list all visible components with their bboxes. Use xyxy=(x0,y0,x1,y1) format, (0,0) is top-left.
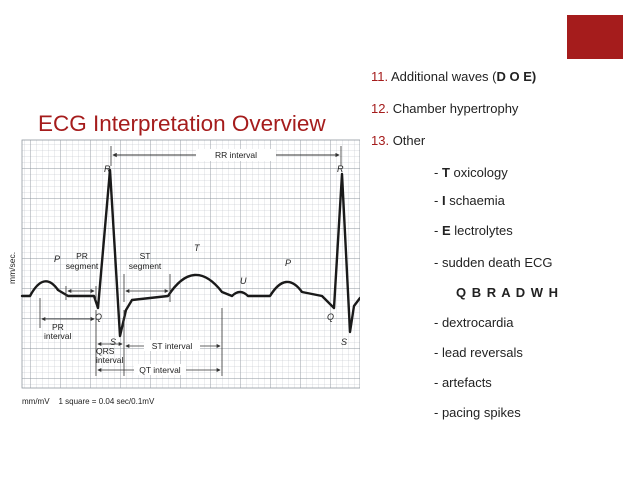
pr-interval-label-2: interval xyxy=(44,331,72,341)
dash: - xyxy=(434,165,442,180)
dash: - xyxy=(434,315,442,330)
pr-interval-label-1: PR xyxy=(52,322,64,332)
qrs-interval-label-1: QRS xyxy=(96,346,115,356)
slide-title: ECG Interpretation Overview xyxy=(38,111,326,136)
sub-text: lectrolytes xyxy=(450,223,513,238)
sub-text: schaemia xyxy=(445,193,505,208)
mnemonic: Q B R A D W H xyxy=(456,285,560,300)
sub-item xyxy=(434,405,521,420)
wave-label-r: R xyxy=(104,164,111,174)
sub-item xyxy=(434,375,492,390)
list-number: 11. xyxy=(371,69,389,84)
list-item xyxy=(371,69,536,84)
st-segment-label-1: ST xyxy=(139,251,151,261)
dash: - xyxy=(434,223,442,238)
st-interval-label: ST interval xyxy=(151,341,193,351)
list-text: Additional waves ( xyxy=(388,69,497,84)
sub-text: dextrocardia xyxy=(441,315,514,330)
sub-item xyxy=(434,315,514,330)
wave-label-s2: S xyxy=(341,337,348,347)
pr-segment-label-2: segment xyxy=(65,261,99,271)
sub-item xyxy=(434,193,505,208)
dash: - xyxy=(434,345,442,360)
sub-item xyxy=(434,223,513,238)
sub-bold: I xyxy=(441,193,446,208)
wave-label-p2: P xyxy=(285,258,292,268)
scale-caption: mm/mV 1 square = 0.04 sec/0.1mV xyxy=(22,397,155,406)
wave-label-r2: R xyxy=(337,164,344,174)
sub-text: pacing spikes xyxy=(441,405,521,420)
ecg-diagram xyxy=(0,138,360,408)
dash: - xyxy=(434,193,442,208)
axis-label: mm/sec. xyxy=(7,251,17,284)
wave-label-p: P xyxy=(54,254,61,264)
list-item xyxy=(371,101,518,116)
list-item xyxy=(371,133,425,148)
wave-label-s: S xyxy=(110,337,117,347)
sub-bold: T xyxy=(441,165,450,180)
wave-label-t: T xyxy=(194,243,200,253)
wave-label-q: Q xyxy=(95,312,103,322)
wave-label-q2: Q xyxy=(327,312,335,322)
wave-label-u: U xyxy=(240,276,247,286)
list-number: 13. xyxy=(371,133,390,148)
sub-item xyxy=(434,345,523,360)
dash: - xyxy=(434,375,442,390)
list-text: Chamber hypertrophy xyxy=(389,101,519,116)
sub-text: lead reversals xyxy=(441,345,523,360)
sub-text: sudden death ECG xyxy=(441,255,553,270)
sub-text: oxicology xyxy=(449,165,508,180)
qrs-interval-label-2: interval xyxy=(96,355,124,365)
sub-text: artefacts xyxy=(441,375,492,390)
list-number: 12. xyxy=(371,101,390,116)
rr-interval-label: RR interval xyxy=(214,150,258,160)
dash: - xyxy=(434,405,442,420)
pr-segment-label-1: PR xyxy=(76,251,88,261)
sub-bold: E xyxy=(441,223,451,238)
list-bold: D O E) xyxy=(496,69,537,84)
accent-box xyxy=(567,15,623,59)
dash: - xyxy=(434,255,442,270)
sub-item xyxy=(434,165,508,180)
sub-item xyxy=(434,255,553,270)
list-text: Other xyxy=(389,133,426,148)
st-segment-label-2: segment xyxy=(128,261,162,271)
qt-interval-label: QT interval xyxy=(139,365,181,375)
